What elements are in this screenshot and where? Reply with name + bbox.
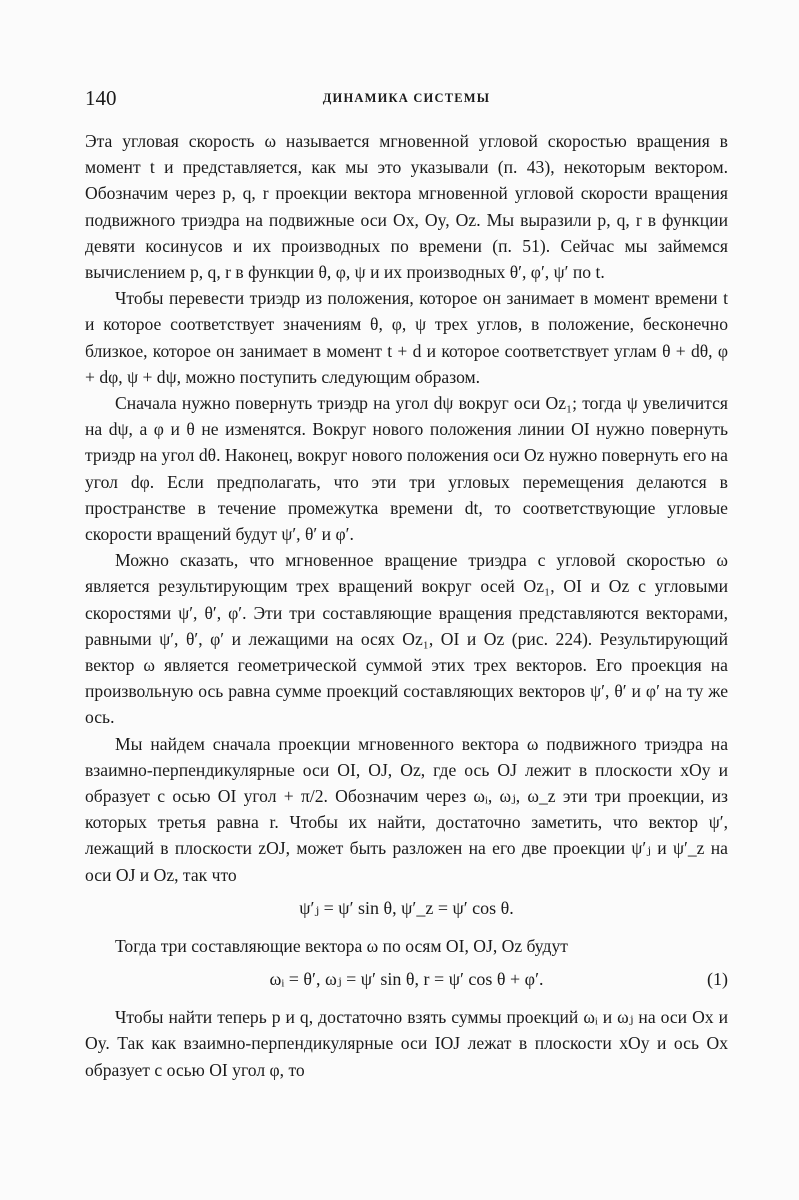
paragraph-7: Чтобы найти теперь p и q, достаточно взять суммы проекций ωᵢ и ωⱼ на оси Ox и Oy. Так как взаимно-перпендикулярные оси IOJ лежат в плоскости xOy и ось Ox образует с осью OI угол φ, то xyxy=(85,1007,728,1080)
paragraph-4: Можно сказать, что мгновенное вращение триэдра с угловой скоростью ω является результирующим трех вращений вокруг осей Oz₁, OI и Oz с угловыми скоростями ψ′, θ′, φ′. Эти три составляющие вращения представляются векторами, равными ψ′, θ′, φ′ и лежащими на осях Oz₁, OI и Oz (рис. 224). Результирующий вектор ω является геометрической суммой этих трех векторов. Его проекция на произвольную ось равна сумме проекций составляющих векторов ψ′, θ′ и φ′ на ту же ось. xyxy=(85,550,728,728)
running-head: ДИНАМИКА СИСТЕМЫ xyxy=(322,91,491,105)
page-header xyxy=(85,80,728,116)
page-body xyxy=(85,128,728,1083)
paragraph-5: Мы найдем сначала проекции мгновенного вектора ω подвижного триэдра на взаимно-перпендикулярные оси OI, OJ, Oz, где ось OJ лежит в плоскости xOy и образует с осью OI угол + π/2. Обозначим через ωᵢ, ωⱼ, ω_z эти три проекции, из которых третья равна r. Чтобы их найти, достаточно заметить, что вектор ψ′, лежащий в плоскости zOJ, может быть разложен на его две проекции ψ′ⱼ и ψ′_z на оси OJ и Oz, так что xyxy=(85,733,728,885)
book-page xyxy=(85,80,728,1083)
formula-body: ωᵢ = θ′, ωⱼ = ψ′ sin θ, r = ψ′ cos θ + φ′. xyxy=(269,969,544,990)
formula-number: (1) xyxy=(707,969,728,990)
paragraph-2: Чтобы перевести триэдр из положения, которое он занимает в момент времени t и которое соответствует значениям θ, φ, ψ трех углов, в положение, бесконечно близкое, которое он занимает в момент t + d и которое соответствует углам θ + dθ, φ + dφ, ψ + dψ, можно поступить следующим образом. xyxy=(85,288,728,387)
formula-psi-projections: ψ′ⱼ = ψ′ sin θ, ψ′_z = ψ′ cos θ. xyxy=(299,897,514,918)
formula-omega-components xyxy=(85,969,728,990)
paragraph-1: Эта угловая скорость ω называется мгновенной угловой скоростью вращения в момент t и представляется, как мы это указывали (п. 43), некоторым вектором. Обозначим через p, q, r проекции вектора мгновенной угловой скорости вращения подвижного триэдра на подвижные оси Ox, Oy, Oz. Мы выразили p, q, r в функции девяти косинусов и их производных по времени (п. 51). Сейчас мы займемся вычислением p, q, r в функции θ, φ, ψ и их производных θ′, φ′, ψ′ по t. xyxy=(85,131,728,283)
paragraph-6: Тогда три составляющие вектора ω по осям OI, OJ, Oz будут xyxy=(115,935,568,956)
page-number: 140 xyxy=(85,86,117,110)
paragraph-3: Сначала нужно повернуть триэдр на угол dψ вокруг оси Oz₁; тогда ψ увеличится на dψ, а φ и θ не изменятся. Вокруг нового положения линии OI нужно повернуть триэдр на угол dθ. Наконец, вокруг нового положения оси Oz нужно повернуть его на угол dφ. Если предполагать, что эти три угловых перемещения делаются в пространстве в течение промежутка времени dt, то соответствующие угловые скорости вращений будут ψ′, θ′ и φ′. xyxy=(85,393,728,545)
